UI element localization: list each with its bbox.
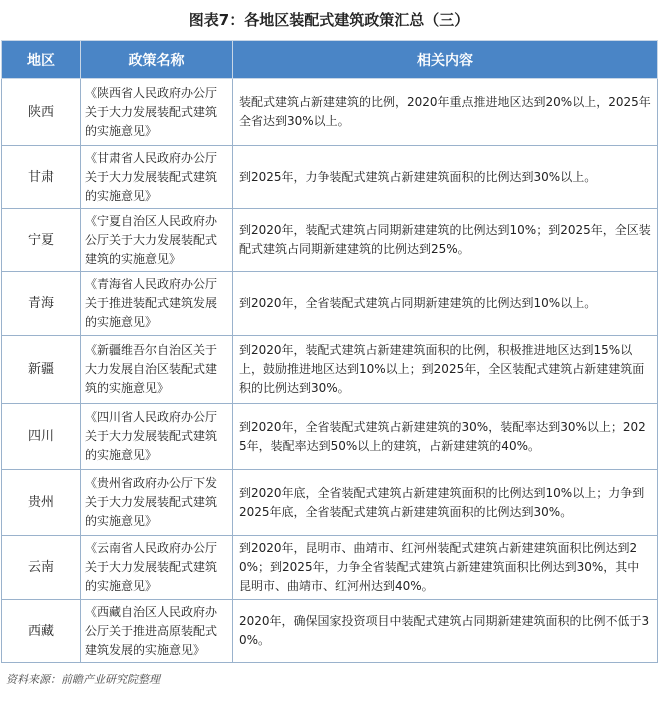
table-header-row [2, 41, 658, 79]
table-row [2, 336, 658, 404]
header-content: 相关内容 [233, 41, 658, 79]
policy-name-cell: 《贵州省政府办公厅下发关于大力发展装配式建筑的实施意见》 [81, 470, 233, 536]
table-row [2, 146, 658, 209]
table-row [2, 404, 658, 470]
content-cell: 装配式建筑占新建建筑的比例，2020年重点推进地区达到20%以上，2025年全省达到30%以上。 [233, 79, 658, 146]
table-row [2, 470, 658, 536]
region-cell: 甘肃 [2, 146, 81, 209]
content-cell: 到2020年，全省装配式建筑占同期新建建筑的比例达到10%以上。 [233, 272, 658, 336]
content-cell: 2020年，确保国家投资项目中装配式建筑占同期新建建筑面积的比例不低于30%。 [233, 600, 658, 663]
table-row [2, 536, 658, 600]
table-row [2, 272, 658, 336]
policy-name-cell: 《西藏自治区人民政府办公厅关于推进高原装配式建筑发展的实施意见》 [81, 600, 233, 663]
content-cell: 到2020年，昆明市、曲靖市、红河州装配式建筑占新建建筑面积比例达到20%；到2025年，力争全省装配式建筑占新建建筑面积比例达到30%，其中昆明市、曲靖市、红河州达到40%。 [233, 536, 658, 600]
policy-name-cell: 《陕西省人民政府办公厅关于大力发展装配式建筑的实施意见》 [81, 79, 233, 146]
policy-name-cell: 《四川省人民政府办公厅关于大力发展装配式建筑的实施意见》 [81, 404, 233, 470]
content-cell: 到2020年，全省装配式建筑占新建建筑的30%，装配率达到30%以上；2025年，装配率达到50%以上的建筑，占新建建筑的40%。 [233, 404, 658, 470]
region-cell: 贵州 [2, 470, 81, 536]
source-note: 资料来源：前瞻产业研究院整理 [6, 673, 160, 686]
policy-table [1, 40, 658, 663]
table-row [2, 209, 658, 272]
region-cell: 西藏 [2, 600, 81, 663]
table-title: 图表7：各地区装配式建筑政策汇总（三） [188, 11, 470, 29]
policy-name-cell: 《甘肃省人民政府办公厅关于大力发展装配式建筑的实施意见》 [81, 146, 233, 209]
header-region: 地区 [2, 41, 81, 79]
policy-name-cell: 《青海省人民政府办公厅关于推进装配式建筑发展的实施意见》 [81, 272, 233, 336]
policy-name-cell: 《新疆维吾尔自治区关于大力发展自治区装配式建筑的实施意见》 [81, 336, 233, 404]
region-cell: 宁夏 [2, 209, 81, 272]
policy-name-cell: 《云南省人民政府办公厅关于大力发展装配式建筑的实施意见》 [81, 536, 233, 600]
region-cell: 陕西 [2, 79, 81, 146]
region-cell: 新疆 [2, 336, 81, 404]
content-cell: 到2020年底，全省装配式建筑占新建建筑面积的比例达到10%以上；力争到2025年底，全省装配式建筑占新建建筑面积的比例达到30%。 [233, 470, 658, 536]
content-cell: 到2025年，力争装配式建筑占新建建筑面积的比例达到30%以上。 [233, 146, 658, 209]
region-cell: 云南 [2, 536, 81, 600]
table-row [2, 600, 658, 663]
header-policy-name: 政策名称 [81, 41, 233, 79]
region-cell: 四川 [2, 404, 81, 470]
content-cell: 到2020年，装配式建筑占新建建筑面积的比例，积极推进地区达到15%以上，鼓励推进地区达到10%以上；到2025年，全区装配式建筑占新建建筑面积的比例达到30%。 [233, 336, 658, 404]
content-cell: 到2020年，装配式建筑占同期新建建筑的比例达到10%；到2025年，全区装配式建筑占同期新建建筑的比例达到25%。 [233, 209, 658, 272]
policy-name-cell: 《宁夏自治区人民政府办公厅关于大力发展装配式建筑的实施意见》 [81, 209, 233, 272]
region-cell: 青海 [2, 272, 81, 336]
table-row [2, 79, 658, 146]
